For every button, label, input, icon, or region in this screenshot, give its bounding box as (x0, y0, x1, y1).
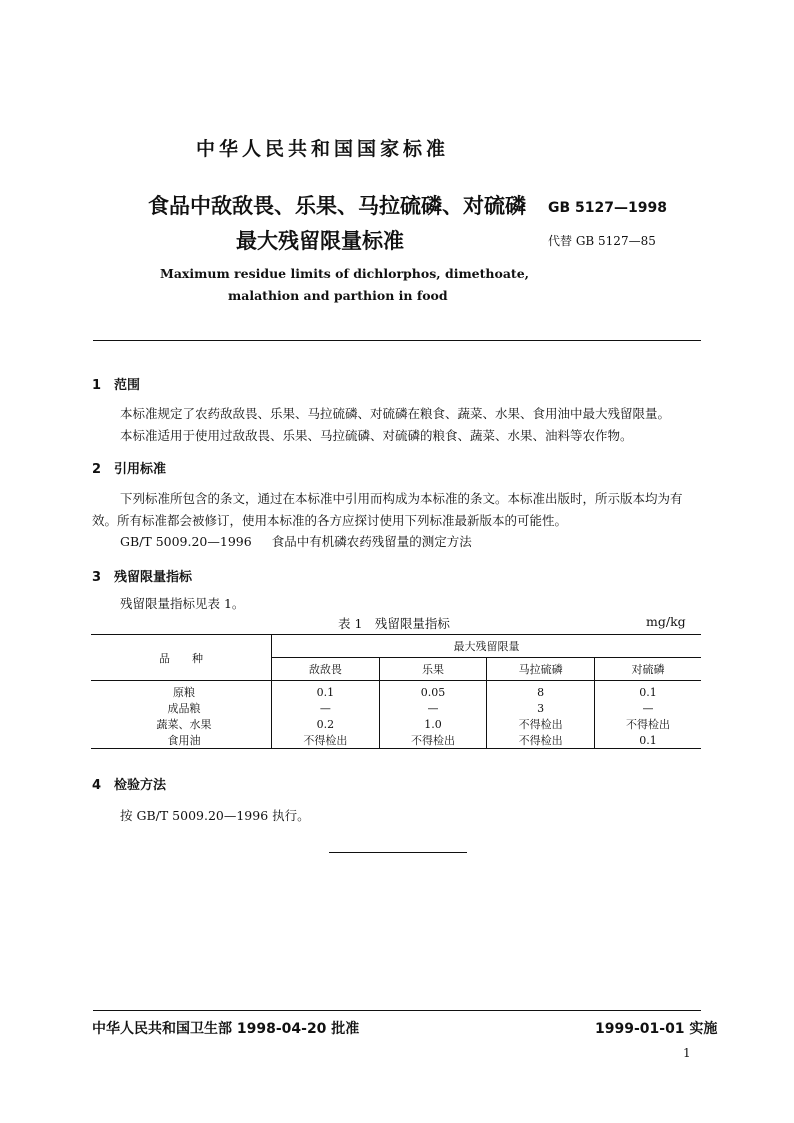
section-3-heading (92, 566, 192, 585)
column-header: 对硫磷 (595, 658, 701, 681)
section-4-paragraph: 按 GB/T 5009.20—1996 执行。 (120, 808, 310, 823)
row-name: 原粮 (173, 686, 195, 699)
title-en-line1: Maximum residue limits of dichlorphos, dimethoate, (160, 266, 530, 281)
cell-value: 3 (487, 700, 595, 716)
residue-limits-table (91, 634, 701, 749)
standard-code: GB 5127—1998 (548, 200, 667, 216)
cell-value: 0.1 (272, 681, 380, 701)
section-2-paragraph: 下列标准所包含的条文，通过在本标准中引用而构成为本标准的条文。本标准出版时，所示版本均为有效。所有标准都会被修订，使用本标准的各方应探讨使用下列标准最新版本的可能性。 (92, 491, 683, 528)
standard-replaces: 代替 GB 5127—85 (548, 234, 656, 248)
normative-reference (120, 532, 472, 550)
row-name: 成品粮 (167, 702, 201, 715)
section-2-heading (92, 458, 166, 477)
table-caption: 表 1 残留限量指标 (338, 616, 450, 631)
section-3-title: 残留限量指标 (114, 570, 193, 585)
section-1-paragraph-1: 本标准规定了农药敌敌畏、乐果、马拉硫磷、对硫磷在粮食、蔬菜、水果、食用油中最大残留限量。 (120, 406, 671, 421)
approval-line: 中华人民共和国卫生部 1998-04-20 批准 (92, 1021, 360, 1037)
section-4-title: 检验方法 (114, 778, 167, 793)
cell-value: 0.1 (595, 681, 701, 701)
cell-value: 不得检出 (379, 732, 487, 749)
section-1-title: 范围 (114, 378, 141, 393)
section-1-heading (92, 374, 140, 393)
effective-date: 1999-01-01 实施 (595, 1021, 718, 1037)
section-4-number: 4 (92, 778, 102, 793)
section-3-number: 3 (92, 570, 102, 585)
section-2-title: 引用标准 (114, 462, 167, 477)
table-row (91, 716, 701, 732)
cell-value: 8 (487, 681, 595, 701)
cell-value: — (595, 700, 701, 716)
section-1-number: 1 (92, 378, 102, 393)
row-name: 食用油 (167, 734, 201, 747)
cell-value: 不得检出 (272, 732, 380, 749)
reference-title: 食品中有机磷农药残留量的测定方法 (271, 534, 472, 549)
header-category: 品 种 (91, 635, 272, 681)
header-divider (93, 340, 701, 341)
row-name: 蔬菜、水果 (156, 718, 212, 731)
section-3-paragraph: 残留限量指标见表 1。 (120, 596, 245, 611)
table-row (91, 700, 701, 716)
cell-value: 不得检出 (595, 716, 701, 732)
end-of-text-rule (329, 852, 467, 853)
table-row (91, 681, 701, 701)
column-header: 乐果 (379, 658, 487, 681)
cell-value: 0.2 (272, 716, 380, 732)
section-1-paragraph-2: 本标准适用于使用过敌敌畏、乐果、马拉硫磷、对硫磷的粮食、蔬菜、水果、油料等农作物。 (120, 428, 633, 443)
footer-divider (93, 1010, 701, 1011)
cell-value: 1.0 (379, 716, 487, 732)
column-header: 马拉硫磷 (487, 658, 595, 681)
reference-code: GB/T 5009.20—1996 (120, 534, 252, 549)
cell-value: — (272, 700, 380, 716)
cell-value: 不得检出 (487, 716, 595, 732)
table-unit: mg/kg (646, 614, 686, 629)
title-en-line2: malathion and parthion in food (228, 288, 448, 303)
page-number: 1 (683, 1046, 691, 1060)
title-zh-line1: 食品中敌敌畏、乐果、马拉硫磷、对硫磷 (148, 194, 526, 218)
table-row (91, 732, 701, 749)
cell-value: — (379, 700, 487, 716)
header-max-limit: 最大残留限量 (272, 635, 702, 658)
section-4-heading (92, 774, 166, 793)
column-header: 敌敌畏 (272, 658, 380, 681)
section-2-number: 2 (92, 462, 102, 477)
cell-value: 不得检出 (487, 732, 595, 749)
title-zh-line2: 最大残留限量标准 (236, 229, 404, 253)
cell-value: 0.1 (595, 732, 701, 749)
standard-country-heading: 中华人民共和国国家标准 (196, 138, 450, 160)
cell-value: 0.05 (379, 681, 487, 701)
